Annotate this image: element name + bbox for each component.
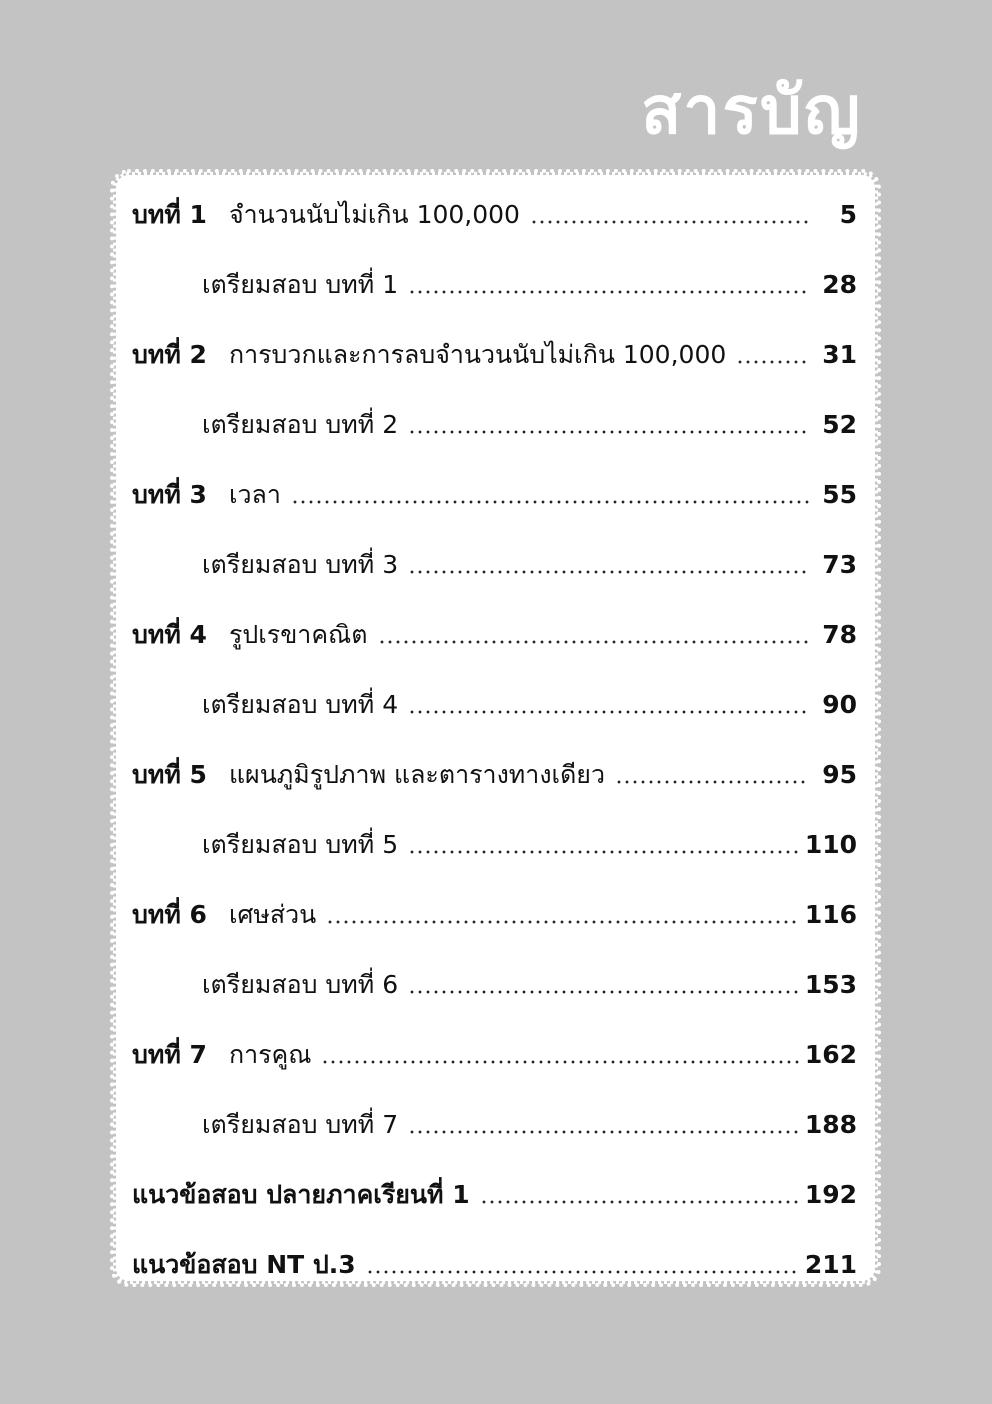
page-number: 116	[804, 900, 857, 929]
toc-entry[interactable]	[132, 600, 857, 670]
dot-leader	[408, 847, 799, 857]
page-number: 192	[804, 1180, 857, 1209]
dot-leader	[530, 217, 809, 227]
dot-leader	[291, 497, 809, 507]
dot-leader	[615, 777, 809, 787]
toc-entry[interactable]	[132, 320, 857, 390]
entry-title: แผนภูมิรูปภาพ และตารางทางเดียว	[228, 760, 605, 789]
page-number: 110	[804, 830, 857, 859]
chapter-label: บทที่ 4	[132, 620, 207, 649]
toc-entry[interactable]	[132, 740, 857, 810]
page-title: สารบัญ	[641, 72, 862, 149]
dot-leader	[408, 1127, 799, 1137]
entry-title: แนวข้อสอบ NT ป.3	[132, 1250, 356, 1279]
entry-title: เตรียมสอบ บทที่ 1	[202, 270, 399, 299]
dot-leader	[408, 987, 799, 997]
entry-title: เตรียมสอบ บทที่ 5	[202, 830, 399, 859]
entry-title: เศษส่วน	[228, 900, 317, 929]
page-number: 31	[822, 340, 857, 369]
dot-leader	[408, 427, 809, 437]
entry-title: เตรียมสอบ บทที่ 7	[202, 1110, 399, 1139]
page-number: 162	[804, 1040, 857, 1069]
dot-leader	[480, 1197, 799, 1207]
dot-leader	[408, 707, 809, 717]
entry-title: รูปเรขาคณิต	[228, 620, 368, 649]
page-number: 73	[822, 550, 857, 579]
toc-entry[interactable]	[132, 390, 857, 460]
chapter-label: บทที่ 1	[132, 200, 207, 229]
page-number: 211	[804, 1250, 857, 1279]
page-number: 5	[839, 200, 857, 229]
toc-entry[interactable]	[132, 670, 857, 740]
chapter-label: บทที่ 7	[132, 1040, 207, 1069]
page-number: 52	[822, 410, 857, 439]
toc-entry[interactable]	[132, 1020, 857, 1090]
page-number: 153	[804, 970, 857, 999]
page-number: 95	[822, 760, 857, 789]
toc-list	[132, 180, 857, 1300]
chapter-label: บทที่ 6	[132, 900, 207, 929]
entry-title: เวลา	[228, 480, 281, 509]
entry-title: จำนวนนับไม่เกิน 100,000	[228, 200, 520, 229]
entry-title: เตรียมสอบ บทที่ 6	[202, 970, 399, 999]
chapter-label: บทที่ 2	[132, 340, 207, 369]
toc-entry[interactable]	[132, 950, 857, 1020]
toc-entry[interactable]	[132, 1230, 857, 1300]
chapter-label: บทที่ 3	[132, 480, 207, 509]
dot-leader	[321, 1057, 798, 1067]
page-number: 55	[822, 480, 857, 509]
page-number: 28	[822, 270, 857, 299]
entry-title: การบวกและการลบจำนวนนับไม่เกิน 100,000	[228, 340, 727, 369]
page-number: 90	[822, 690, 857, 719]
toc-entry[interactable]	[132, 1090, 857, 1160]
entry-title: เตรียมสอบ บทที่ 2	[202, 410, 399, 439]
page-number: 78	[822, 620, 857, 649]
entry-title: เตรียมสอบ บทที่ 4	[202, 690, 399, 719]
dot-leader	[366, 1267, 799, 1277]
chapter-label: บทที่ 5	[132, 760, 207, 789]
toc-entry[interactable]	[132, 460, 857, 530]
toc-entry[interactable]	[132, 810, 857, 880]
dot-leader	[408, 287, 809, 297]
entry-title: การคูณ	[228, 1040, 312, 1069]
toc-entry[interactable]	[132, 880, 857, 950]
toc-entry[interactable]	[132, 180, 857, 250]
toc-entry[interactable]	[132, 250, 857, 320]
entry-title: แนวข้อสอบ ปลายภาคเรียนที่ 1	[132, 1180, 470, 1209]
dot-leader	[408, 567, 809, 577]
entry-title: เตรียมสอบ บทที่ 3	[202, 550, 399, 579]
dot-leader	[378, 637, 810, 647]
dot-leader	[326, 917, 799, 927]
page-number: 188	[804, 1110, 857, 1139]
toc-entry[interactable]	[132, 1160, 857, 1230]
dot-leader	[736, 357, 809, 367]
toc-entry[interactable]	[132, 530, 857, 600]
